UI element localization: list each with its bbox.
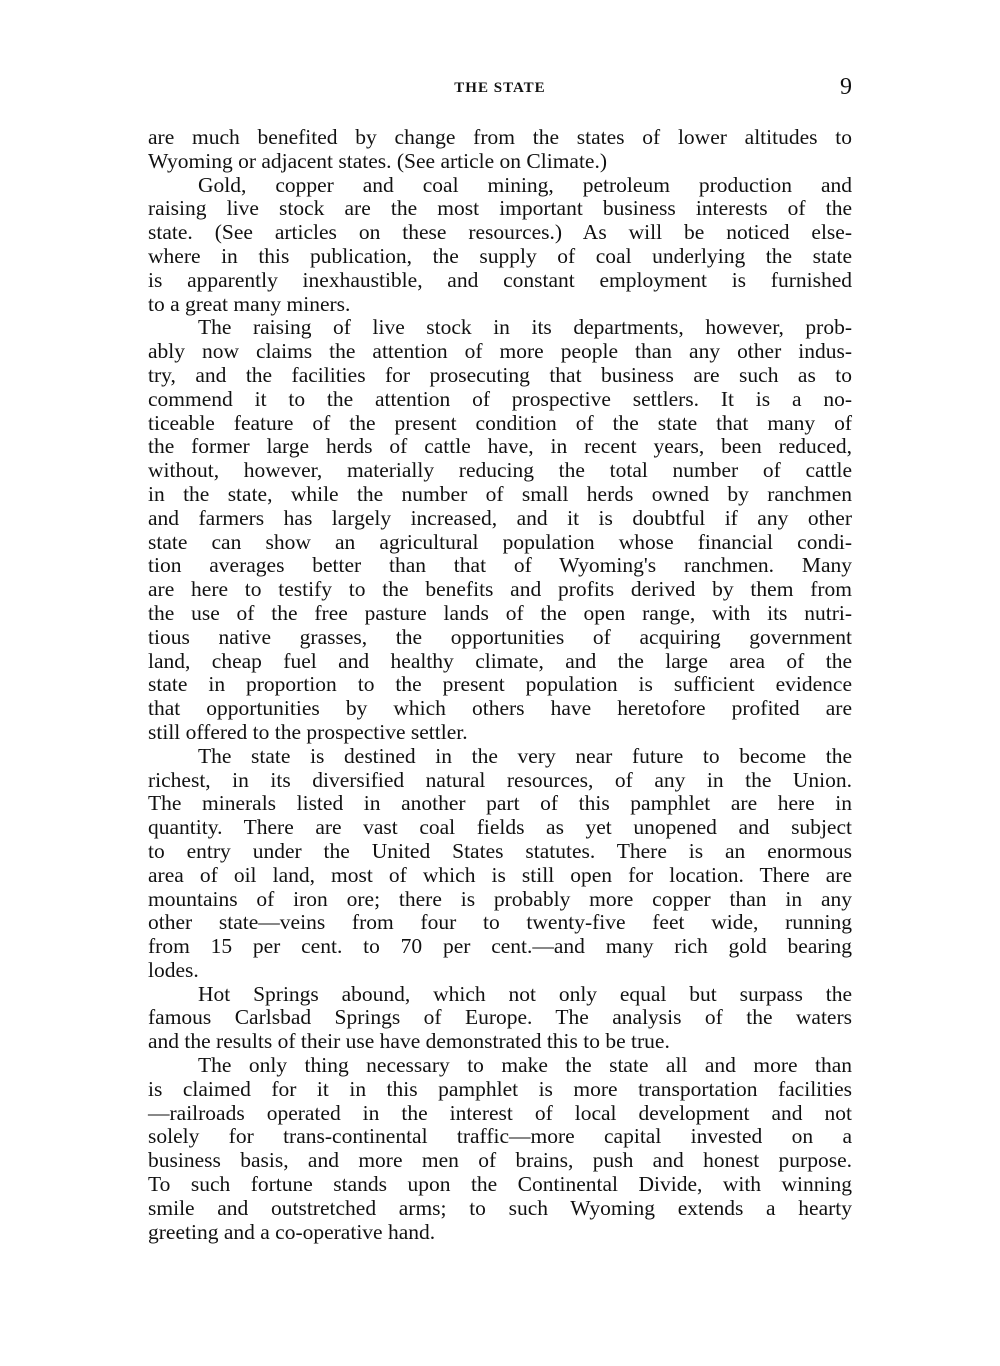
text-line: try, and the facilities for prosecuting that business are such as to: [148, 362, 852, 387]
body-text: [148, 126, 852, 1244]
text-line: the use of the free pasture lands of the open range, with its nutri-: [148, 600, 852, 625]
text-line: famous Carlsbad Springs of Europe. The analysis of the waters: [148, 1005, 852, 1030]
text-line: Wyoming or adjacent states. (See article on Climate.): [148, 148, 608, 173]
text-line: smile and outstretched arms; to such Wyoming extends a hearty: [148, 1195, 852, 1220]
text-line: and farmers has largely increased, and it is doubtful if any other: [148, 505, 852, 530]
text-line: to entry under the United States statutes. There is an enormous: [148, 838, 852, 863]
text-line: state. (See articles on these resources.) As will be noticed else-: [148, 220, 852, 245]
running-head: [148, 74, 852, 102]
text-line: state can show an agricultural population whose financial condi-: [148, 529, 852, 554]
text-line: business basis, and more men of brains, push and honest purpose.: [148, 1148, 852, 1173]
text-line: land, cheap fuel and healthy climate, and the large area of the: [148, 648, 852, 673]
text-line: mountains of iron ore; there is probably more copper than in any: [148, 886, 852, 911]
text-line: —railroads operated in the interest of local development and not: [148, 1100, 852, 1125]
text-line: tion averages better than that of Wyoming's ranchmen. Many: [148, 553, 852, 578]
text-line: area of oil land, most of which is still open for location. There are: [148, 862, 852, 887]
text-line: The minerals listed in another part of this pamphlet are here in: [148, 791, 852, 816]
text-line: are much benefited by change from the states of lower altitudes to: [148, 125, 852, 149]
text-line: where in this publication, the supply of coal underlying the state: [148, 243, 852, 268]
text-line: without, however, materially reducing the total number of cattle: [148, 458, 852, 483]
text-line: Gold, copper and coal mining, petroleum production and: [198, 172, 852, 197]
text-line: from 15 per cent. to 70 per cent.—and many rich gold bearing: [148, 934, 852, 959]
text-line: tious native grasses, the opportunities of acquiring government: [148, 624, 852, 649]
text-line: other state—veins from four to twenty-five feet wide, running: [148, 910, 852, 935]
text-line: still offered to the prospective settler.: [148, 719, 468, 744]
text-line: ably now claims the attention of more people than any other indus-: [148, 339, 852, 364]
text-line: and the results of their use have demonstrated this to be true.: [148, 1029, 670, 1054]
text-line: is apparently inexhaustible, and constant employment is furnished: [148, 267, 852, 292]
text-line: in the state, while the number of small herds owned by ranchmen: [148, 481, 852, 506]
text-line: state in proportion to the present population is sufficient evidence: [148, 672, 852, 697]
text-line: Hot Springs abound, which not only equal but surpass the: [198, 981, 852, 1006]
text-line: richest, in its diversified natural resources, of any in the Union.: [148, 767, 852, 792]
text-line: The raising of live stock in its departments, however, prob-: [198, 315, 852, 340]
text-line: The only thing necessary to make the state all and more than: [198, 1053, 852, 1078]
running-title: THE STATE: [454, 80, 546, 96]
text-line: the former large herds of cattle have, in recent years, been reduced,: [148, 434, 852, 459]
text-line: raising live stock are the most important business interests of the: [148, 196, 852, 221]
text-line: To such fortune stands upon the Continental Divide, with winning: [148, 1172, 852, 1197]
text-line: greeting and a co-operative hand.: [148, 1219, 436, 1244]
text-line: The state is destined in the very near future to become the: [198, 743, 852, 768]
text-line: solely for trans-continental traffic—more capital invested on a: [148, 1124, 852, 1149]
text-line: is claimed for it in this pamphlet is more transportation facilities: [148, 1076, 852, 1101]
text-line: quantity. There are vast coal fields as yet unopened and subject: [148, 815, 852, 840]
page-number: 9: [840, 74, 852, 100]
text-line: to a great many miners.: [148, 291, 351, 316]
text-line: lodes.: [148, 957, 199, 982]
text-line: commend it to the attention of prospective settlers. It is a no-: [148, 386, 852, 411]
text-line: ticeable feature of the present condition of the state that many of: [148, 410, 852, 435]
text-line: are here to testify to the benefits and profits derived by them from: [148, 577, 852, 602]
text-line: that opportunities by which others have heretofore profited are: [148, 696, 852, 721]
